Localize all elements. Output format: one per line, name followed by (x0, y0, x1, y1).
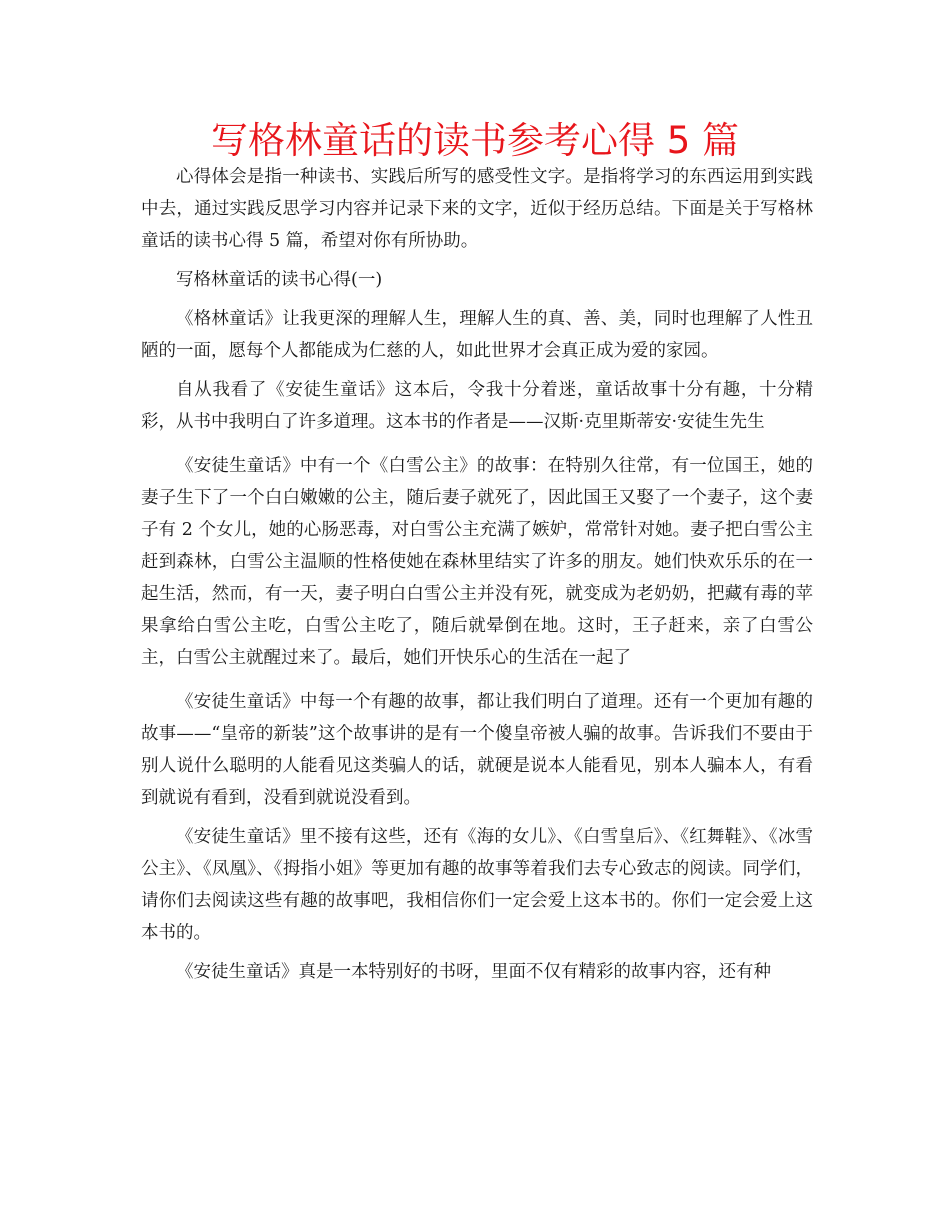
body-paragraph: 《安徒生童话》真是一本特别好的书呀，里面不仅有精彩的故事内容，还有种 (176, 962, 771, 982)
body-paragraph: 《安徒生童话》里不接有这些，还有《海的女儿》、《白雪皇后》、《红舞鞋》、《冰雪公主》、《凤凰》、《拇指小姐》等更加有趣的故事等着我们去专心致志的阅读。同学们，请你们去阅读这些有趣的故事吧，我相信你们一定会爱上这本书的。你们一定会爱上这本书的。 (141, 827, 813, 943)
body-paragraph: 《安徒生童话》中有一个《白雪公主》的故事：在特别久往常，有一位国王，她的妻子生下了一个白白嫩嫩的公主，随后妻子就死了，因此国王又娶了一个妻子，这个妻子有 2 个女儿，她的心肠恶毒，对白雪公主充满了嫉妒，常常针对她。妻子把白雪公主赶到森林，白雪公主温顺的性格使她在森林里结实了许多的朋友。她们快欢乐乐的在一起生活，然而，有一天，妻子明白白雪公主并没有死，就变成为老奶奶，把藏有毒的苹果拿给白雪公主吃，白雪公主吃了，随后就晕倒在地。这时，王子赶来，亲了白雪公主，白雪公主就醒过来了。最后，她们开快乐心的生活在一起了 (141, 456, 813, 668)
body-paragraph: 自从我看了《安徒生童话》这本后，令我十分着迷，童话故事十分有趣，十分精彩，从书中我明白了许多道理。这本书的作者是——汉斯·克里斯蒂安·安徒生先生 (141, 380, 813, 432)
section-heading: 写格林童话的读书心得(一) (176, 270, 383, 290)
intro-paragraph: 心得体会是指一种读书、实践后所写的感受性文字。是指将学习的东西运用到实践中去，通过实践反思学习内容并记录下来的文字，近似于经历总结。下面是关于写格林童话的读书心得 5 篇，希望对你有所协助。 (141, 167, 813, 251)
body-paragraph: 《安徒生童话》中每一个有趣的故事，都让我们明白了道理。还有一个更加有趣的故事——“皇帝的新装”这个故事讲的是有一个傻皇帝被人骗的故事。告诉我们不要由于别人说什么聪明的人能看见这类骗人的话，就硬是说本人能看见，别本人骗本人，有看到就说有看到，没看到就说没看到。 (141, 692, 813, 808)
document-title: 写格林童话的读书参考心得 5 篇 (210, 119, 740, 162)
body-paragraph: 《格林童话》让我更深的理解人生，理解人生的真、善、美，同时也理解了人性丑陋的一面，愿每个人都能成为仁慈的人，如此世界才会真正成为爱的家园。 (141, 309, 813, 361)
document-body (141, 161, 813, 988)
